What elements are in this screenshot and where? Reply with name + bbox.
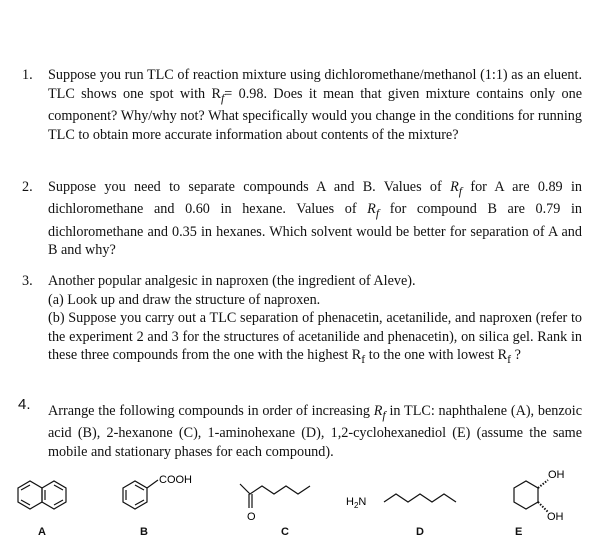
benzoic-acid-structure bbox=[123, 480, 158, 509]
structures-drawing bbox=[0, 450, 616, 559]
structure-label-c: C bbox=[281, 526, 289, 538]
structure-label-e: E bbox=[515, 526, 523, 538]
hydroxyl-label-bottom: OH bbox=[547, 511, 564, 523]
question-text: Arrange the following compounds in order of increasing $R_f$ in TLC: naphthalene (A), benzoic acid (B), 2-hexanone (C), 1-aminohexane (D), 1,2-cyclohexanediol (E) (assume the same mobile and stationary phases for each compound). bbox=[48, 403, 582, 461]
question-3 bbox=[22, 272, 582, 369]
structure-label-a: A bbox=[38, 526, 46, 538]
cyclohexanediol-structure bbox=[514, 480, 548, 512]
question-number: 1. bbox=[22, 67, 33, 83]
amine-label: $H_2N$ bbox=[346, 496, 367, 510]
structure-label-d: D bbox=[416, 526, 424, 538]
naphthalene-structure bbox=[18, 481, 66, 509]
ketone-oxygen-label: O bbox=[247, 511, 256, 523]
question-number: 2. bbox=[22, 179, 33, 195]
cooh-label: COOH bbox=[159, 474, 192, 486]
structure-label-b: B bbox=[140, 526, 148, 538]
question-2 bbox=[22, 178, 582, 260]
question-text: Suppose you run TLC of reaction mixture using dichloromethane/methanol (1:1) as an eluent. TLC shows one spot with $R_f= 0.98$. Does it mean that given mixture contains only one component? Why/why not? What specifically would you change in the conditions for running TLC to obtain more accurate information about contents of the mixture? bbox=[48, 67, 582, 143]
aminohexane-structure bbox=[384, 494, 456, 502]
question-1 bbox=[22, 66, 582, 144]
question-number: 4. bbox=[18, 396, 31, 413]
hydroxyl-label-top: OH bbox=[548, 469, 565, 481]
question-text: Suppose you need to separate compounds A and B. Values of $R_f$ for A are 0.89 in dichloromethane and 0.60 in hexane. Values of $R_f$ for compound B are 0.79 in dichloromethane and 0.35 in hexanes. Which solvent would be better for separation of A and B and why? bbox=[48, 179, 582, 259]
structure-row bbox=[0, 450, 616, 559]
question-number: 3. bbox=[22, 273, 33, 289]
question-text: Another popular analgesic in naproxen (the ingredient of Aleve). (a) Look up and draw the structure of naproxen. (b) Suppose you carry out a TLC separation of phenacetin, acetanilide, and naproxen (refer to the experiment 2 and 3 for the structures of acetanilide and phenacetin), on silica gel. Rank in these three compounds from the one with the highest $R_f$ to the one with lowest $R_f$ ? bbox=[48, 273, 582, 367]
hexanone-structure bbox=[240, 484, 310, 508]
